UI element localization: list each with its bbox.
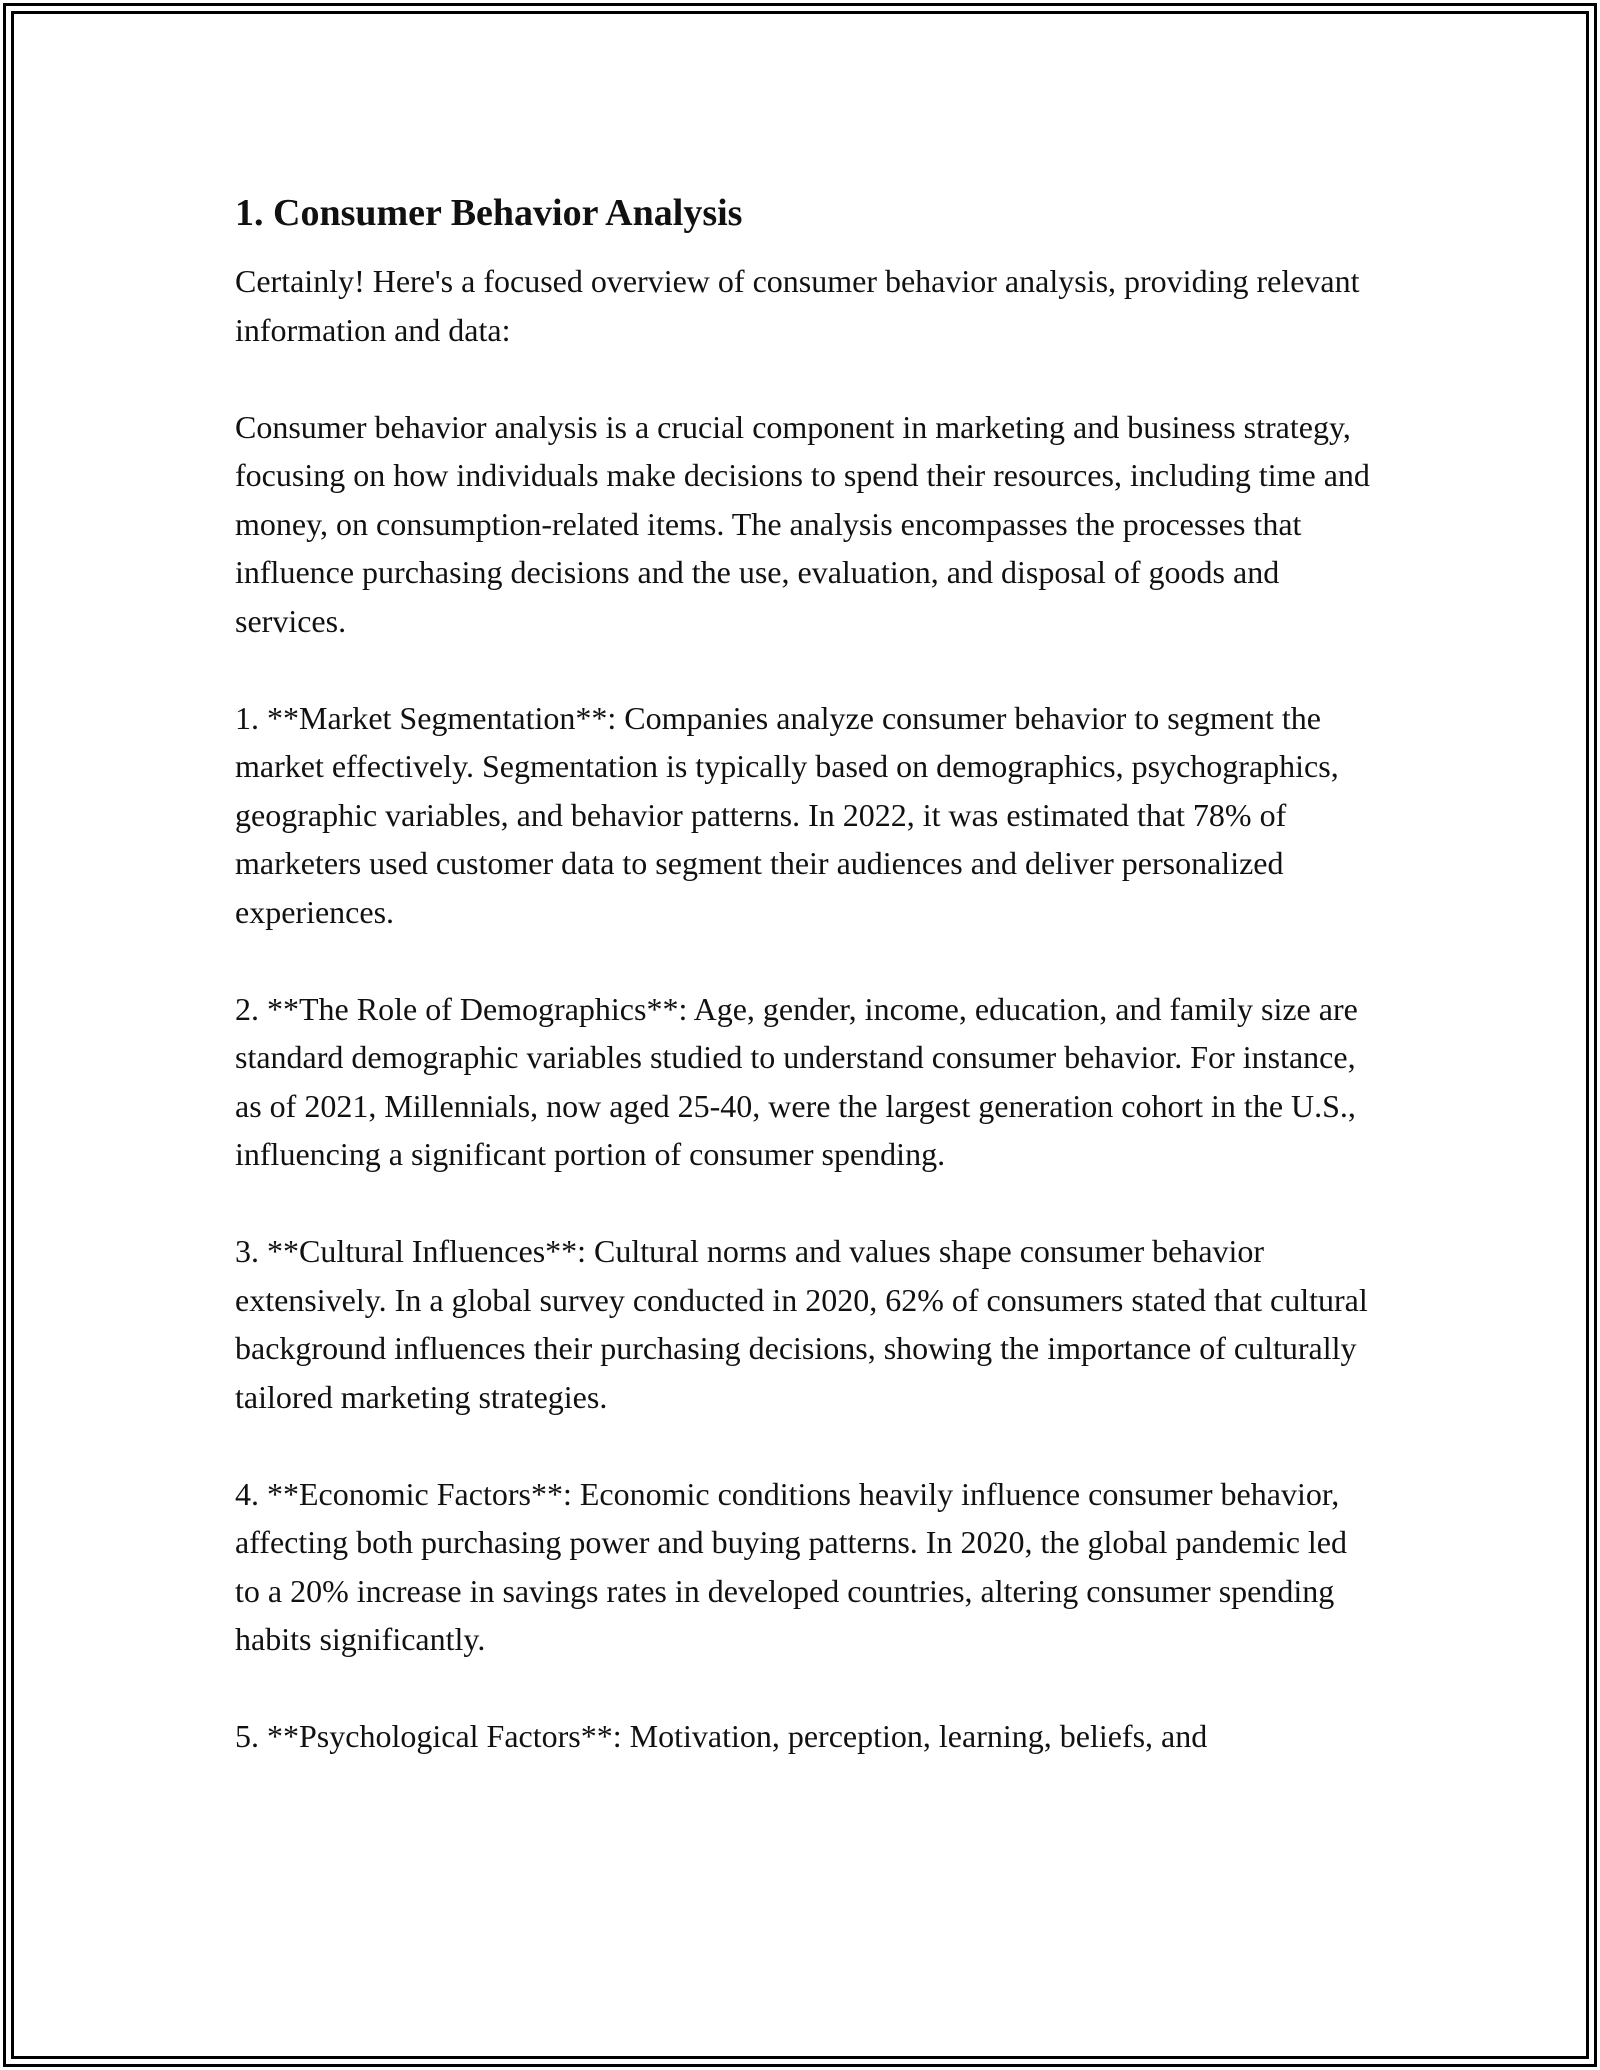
list-item-market-segmentation: 1. **Market Segmentation**: Companies analyze consumer behavior to segment the market effectively. Segmentation is typically based on demographics, psychographics, geographic variables, and behavior patterns. In 2022, it was estimated that 78% of marketers used customer data to segment their audiences and deliver personalized experiences.	[235, 699, 1339, 930]
document-heading: 1. Consumer Behavior Analysis	[235, 192, 743, 234]
list-item-psychological-factors: 5. **Psychological Factors**: Motivation, perception, learning, beliefs, and	[235, 1718, 1208, 1754]
list-item-demographics: 2. **The Role of Demographics**: Age, gender, income, education, and family size are standard demographic variables studied to understand consumer behavior. For instance, as of 2021, Millennials, now aged 25-40, were the largest generation cohort in the U.S., influencing a significant portion of consumer spending.	[235, 990, 1358, 1172]
intro-paragraph: Certainly! Here's a focused overview of consumer behavior analysis, providing relevant information and data:	[235, 263, 1360, 348]
document-body	[235, 185, 1375, 1809]
list-item-economic-factors: 4. **Economic Factors**: Economic conditions heavily influence consumer behavior, affecting both purchasing power and buying patterns. In 2020, the global pandemic led to a 20% increase in savings rates in developed countries, altering consumer spending habits significantly.	[235, 1475, 1347, 1657]
list-item-cultural-influences: 3. **Cultural Influences**: Cultural norms and values shape consumer behavior extensively. In a global survey conducted in 2020, 62% of consumers stated that cultural background influences their purchasing decisions, showing the importance of culturally tailored marketing strategies.	[235, 1233, 1368, 1415]
overview-paragraph: Consumer behavior analysis is a crucial component in marketing and business strategy, focusing on how individuals make decisions to spend their resources, including time and money, on consumption-related items. The analysis encompasses the processes that influence purchasing decisions and the use, evaluation, and disposal of goods and services.	[235, 408, 1370, 639]
